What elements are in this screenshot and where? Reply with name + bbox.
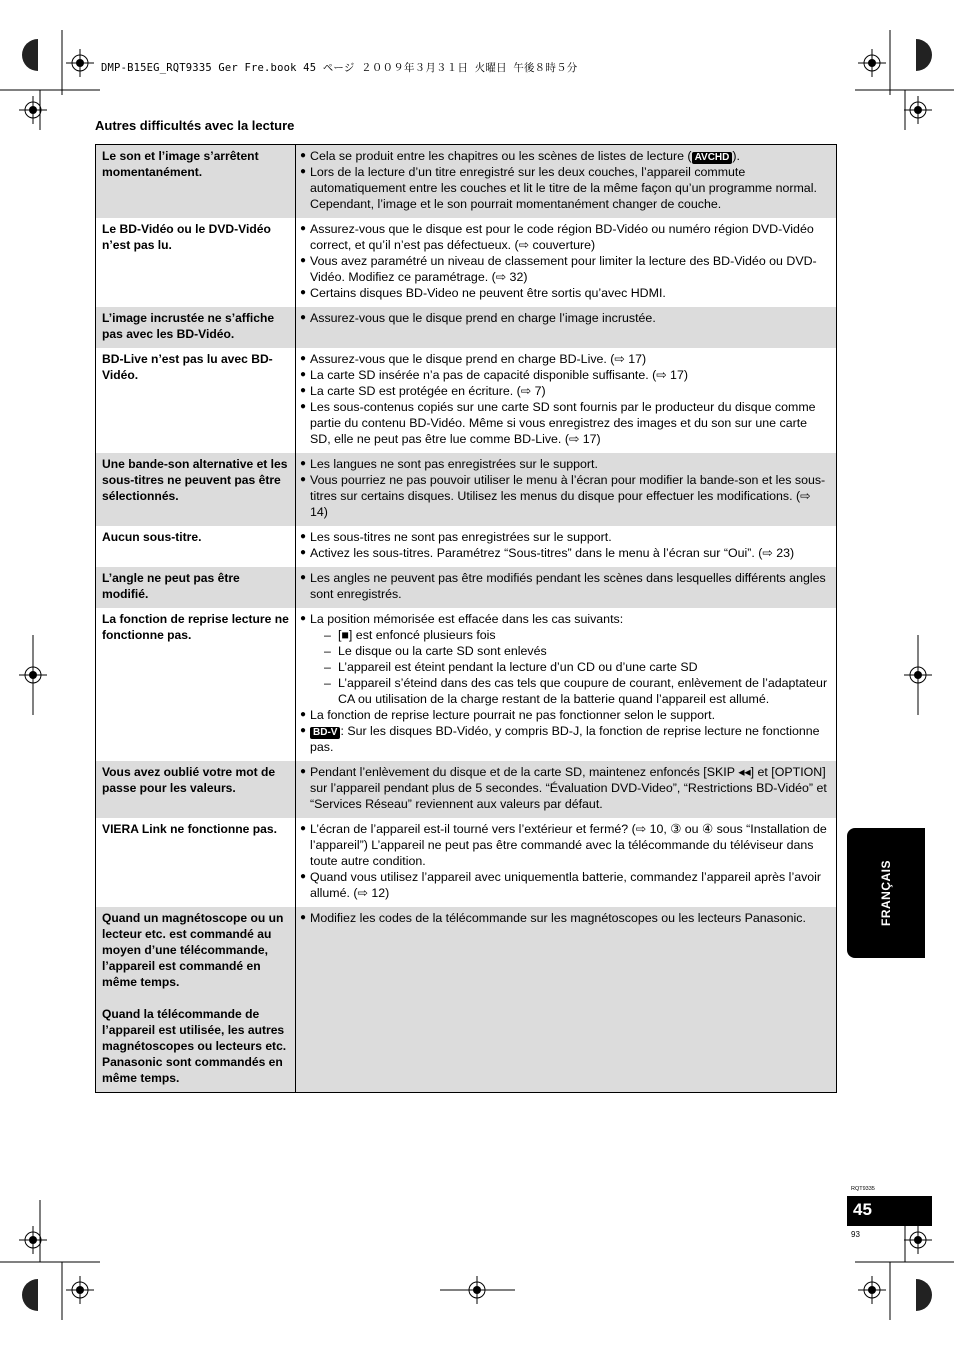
registration-target-icon [19,96,47,124]
registration-target-icon [858,1276,886,1304]
solution-text [310,910,830,926]
table-row [96,567,836,608]
solution-item [300,570,830,602]
problem-cell [96,818,296,907]
solution-item [300,611,830,707]
problem-cell [96,526,296,567]
problem-text: Aucun sous-titre. [102,530,202,544]
problem-text: Le son et l’image s’arrêtent momentanément. [102,149,259,179]
solution-item [300,148,830,164]
solution-text-part: Les langues ne sont pas enregistrées sur le support. [310,457,598,471]
dash-icon: – [324,628,331,642]
solution-text [310,399,830,447]
solution-text-part: Vous avez paramétré un niveau de classement pour limiter la lecture des BD-Vidéo ou DVD-Vidéo. Modifiez ce paramétrage. (⇨ 32) [310,254,817,284]
language-tab [847,828,925,958]
solution-text [310,148,830,164]
solution-text [310,611,830,707]
bullet-icon: ● [300,474,307,485]
color-bar-icon [22,1279,38,1311]
bullet-icon: ● [300,385,307,396]
bullet-icon: ● [300,912,307,923]
table-row [96,526,836,567]
solution-text [310,221,830,253]
table-row [96,608,836,761]
bullet-icon: ● [300,223,307,234]
solution-text-part: Les sous-contenus copiés sur une carte SD sont fournis par le producteur du disque comme partie du contenu BD-Vidéo. Même si vous enregistrez des images et du son sur une carte SD, elle ne peut pas être lue comme BD-Live. (⇨ 17) [310,400,816,446]
media-badge: BD-V [310,727,340,739]
problem-text: BD-Live n’est pas lu avec BD-Vidéo. [102,352,273,382]
solution-text [310,821,830,869]
solution-text [310,285,830,301]
print-file-header: DMP-B15EG_RQT9335 Ger Fre.book 45 ページ ２００９年３月３１日 火曜日 午後８時５分 [101,62,578,74]
solution-text-part: La position mémorisée est effacée dans les cas suivants: [310,612,624,626]
table-row [96,818,836,907]
registration-target-icon [19,1226,47,1254]
bullet-icon: ● [300,312,307,323]
sub-item-text: L’appareil s’éteind dans des cas tels que coupure de courant, enlèvement de l’adaptateur CA ou utilisation de la charge restant de la batterie quand l’appareil est allumé. [338,676,828,706]
registration-target-icon [66,49,94,77]
solution-text [310,164,830,212]
solution-item [300,472,830,520]
bullet-icon: ● [300,166,307,177]
language-tab-label: FRANÇAIS [879,860,893,926]
problem-text: Vous avez oublié votre mot de passe pour les valeurs. [102,765,276,795]
solution-text-part: Assurez-vous que le disque est pour le code région BD-Vidéo ou numéro région DVD-Vidéo correct, et qu’il n’est pas défectueux. (⇨ couverture) [310,222,814,252]
problem-cell [96,348,296,453]
solution-cell [296,608,836,761]
solution-item [300,253,830,285]
color-bar-icon [916,1279,932,1311]
problem-cell [96,307,296,348]
media-badge: AVCHD [692,152,733,164]
table-row [96,145,836,218]
problem-text: Une bande-son alternative et les sous-titres ne peuvent pas être sélectionnés. [102,457,288,503]
solution-item [300,164,830,212]
bullet-icon: ● [300,572,307,583]
solution-cell [296,307,836,348]
solution-text [310,570,830,602]
problem-text: Quand la télécommande de l’appareil est utilisée, les autres magnétoscopes ou lecteurs etc. Panasonic sont commandés en même temps. [102,1007,287,1085]
sub-item [310,659,830,675]
bullet-icon: ● [300,531,307,542]
solution-text-part: Quand vous utilisez l’appareil avec uniquementla batterie, commandez l’appareil après l’avoir allumé. (⇨ 12) [310,870,822,900]
solution-text-part: Activez les sous-titres. Paramétrez “Sous-titres” dans le menu à l’écran sur “Oui”. (⇨ 23) [310,546,795,560]
table-row [96,348,836,453]
solution-cell [296,145,836,218]
solution-cell [296,567,836,608]
solution-text-part: Les sous-titres ne sont pas enregistrées sur le support. [310,530,612,544]
solution-item [300,456,830,472]
registration-target-icon [858,49,886,77]
solution-item [300,764,830,812]
problem-text: VIERA Link ne fonctionne pas. [102,822,277,836]
solution-item [300,399,830,447]
dash-icon: – [324,660,331,674]
solution-text [310,707,830,723]
solution-item [300,285,830,301]
sub-item [310,627,830,643]
table-row [96,307,836,348]
solution-cell [296,526,836,567]
solution-cell [296,761,836,818]
solution-text [310,472,830,520]
problem-text: La fonction de reprise lecture ne fonctionne pas. [102,612,289,642]
color-bar-icon [22,39,38,71]
solution-text-part: La carte SD insérée n’a pas de capacité disponible suffisante. (⇨ 17) [310,368,688,382]
solution-text [310,383,830,399]
solution-text-part: Assurez-vous que le disque prend en charge BD-Live. (⇨ 17) [310,352,647,366]
solution-item [300,869,830,901]
sub-item [310,675,830,707]
solution-text [310,310,830,326]
table-row [96,907,836,1092]
solution-cell [296,818,836,907]
bullet-icon: ● [300,150,307,161]
solution-cell [296,218,836,307]
bullet-icon: ● [300,766,307,777]
sub-item-text: L’appareil est éteint pendant la lecture d’un CD ou d’une carte SD [338,660,698,674]
solution-text-part: Vous pourriez ne pas pouvoir utiliser le menu à l’écran pour modifier la bande-son et les sous-titres sur certains disques. Utilisez les menus du disque pour effectuer les modifications. (⇨ 14) [310,473,826,519]
registration-target-icon [904,96,932,124]
solution-text-part: : Sur les disques BD-Vidéo, y compris BD-J, la fonction de reprise lecture ne fonctionne pas. [310,724,820,754]
solution-text-part: Les angles ne peuvent pas être modifiés pendant les scènes dans lesquelles différents angles sont enregistrés. [310,571,826,601]
problem-text: Le BD-Vidéo ou le DVD-Vidéo n’est pas lu. [102,222,271,252]
problem-cell [96,453,296,526]
problem-cell [96,567,296,608]
solution-item [300,545,830,561]
bullet-icon: ● [300,613,307,624]
solution-item [300,351,830,367]
color-bar-icon [916,39,932,71]
solution-text [310,545,830,561]
bullet-icon: ● [300,287,307,298]
solution-text [310,869,830,901]
problem-cell [96,218,296,307]
solution-item [300,723,830,755]
section-title: Autres difficultés avec la lecture [95,118,295,133]
solution-text [310,367,830,383]
bullet-icon: ● [300,823,307,834]
solution-text-part: Assurez-vous que le disque prend en charge l’image incrustée. [310,311,656,325]
bullet-icon: ● [300,725,307,736]
solution-text [310,456,830,472]
problem-cell [96,608,296,761]
solution-item [300,821,830,869]
problem-text: Quand un magnétoscope ou un lecteur etc. est commandé au moyen d’une télécommande, l’appareil est commandé en même temps. [102,911,284,989]
solution-item [300,310,830,326]
solution-text [310,351,830,367]
solution-cell [296,453,836,526]
bullet-icon: ● [300,255,307,266]
solution-item [300,383,830,399]
solution-text-part: Lors de la lecture d’un titre enregistré sur les deux couches, l’appareil commute automatiquement entre les couches et lit le titre de la même façon qu’un programme normal. Cependant, l’image et le son pourrait momentanément changer de couche. [310,165,817,211]
problem-cell [96,145,296,218]
problem-cell [96,907,296,1092]
sub-item-text: [■] est enfoncé plusieurs fois [338,628,496,642]
table-row [96,218,836,307]
sub-item [310,643,830,659]
solution-cell [296,348,836,453]
bullet-icon: ● [300,353,307,364]
problem-text: L’image incrustée ne s’affiche pas avec les BD-Vidéo. [102,311,275,341]
sub-item-text: Le disque ou la carte SD sont enlevés [338,644,547,658]
registration-target-icon [904,1226,932,1254]
sub-page-number: 93 [851,1230,860,1239]
troubleshooting-table [95,144,837,1093]
bullet-icon: ● [300,458,307,469]
solution-item [300,910,830,926]
solution-cell [296,907,836,1092]
solution-text [310,529,830,545]
solution-text-part: La carte SD est protégée en écriture. (⇨ 7) [310,384,546,398]
solution-text-part: Modifiez les codes de la télécommande sur les magnétoscopes ou les lecteurs Panasonic. [310,911,806,925]
problem-text: L’angle ne peut pas être modifié. [102,571,240,601]
spacer [102,990,289,1006]
solution-text-part: La fonction de reprise lecture pourrait ne pas fonctionner selon le support. [310,708,716,722]
solution-text-part: Pendant l’enlèvement du disque et de la carte SD, maintenez enfoncés [SKIP ◂◂] et [OPTION] sur l’appareil pendant plus de 5 secondes. “Évaluation DVD-Video”, “Restrictions BD-Vidéo” et “Services Réseau” reviennent aux valeurs par défaut. [310,765,827,811]
solution-text-part: Certains disques BD-Video ne peuvent être sortis qu’avec HDMI. [310,286,666,300]
dash-icon: – [324,644,331,658]
solution-item [300,367,830,383]
solution-text-part: Cela se produit entre les chapitres ou les scènes de listes de lecture ( [310,149,692,163]
bullet-icon: ● [300,401,307,412]
problem-cell [96,761,296,818]
dash-icon: – [324,676,331,690]
solution-text-part: ). [732,149,740,163]
solution-item [300,529,830,545]
solution-text [310,253,830,285]
solution-text [310,764,830,812]
solution-text [310,723,830,755]
table-row [96,761,836,818]
solution-text-part: L’écran de l’appareil est-il tourné vers l’extérieur et fermé? (⇨ 10, ③ ou ④ sous “Installation de l’appareil”) L’appareil ne peut pas être commandé avec la télécommande du téléviseur dans toute autre condition. [310,822,827,868]
solution-item [300,707,830,723]
bullet-icon: ● [300,369,307,380]
solution-item [300,221,830,253]
table-row [96,453,836,526]
bullet-icon: ● [300,709,307,720]
bullet-icon: ● [300,871,307,882]
bullet-icon: ● [300,547,307,558]
page-number-box [847,1196,932,1226]
page-number: 45 [853,1200,872,1219]
registration-target-icon [66,1276,94,1304]
document-code: RQT9335 [851,1186,875,1192]
